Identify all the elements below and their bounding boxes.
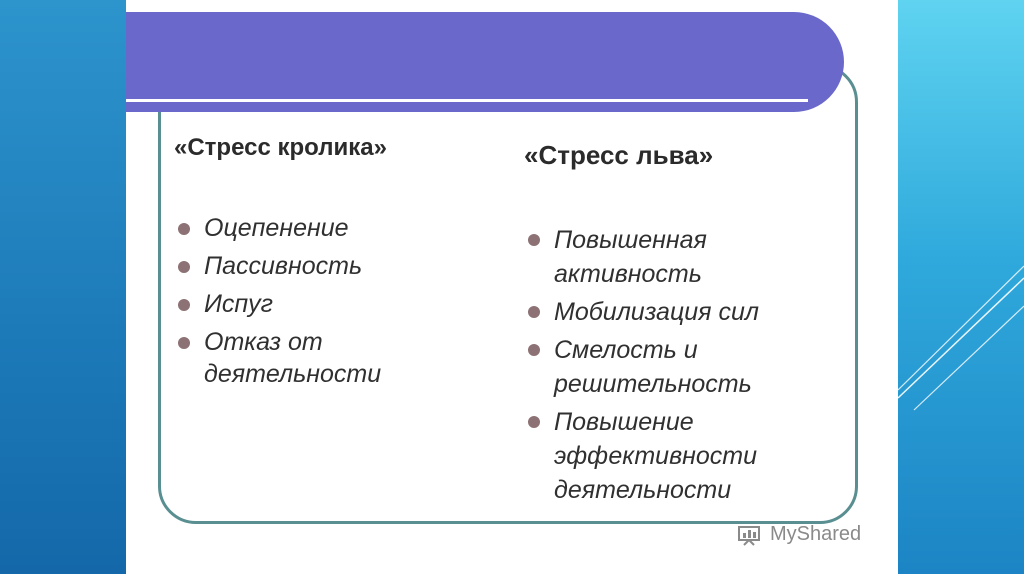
list-item [174, 288, 494, 320]
list-item [174, 250, 494, 282]
list-item [524, 223, 854, 291]
list-item [174, 326, 494, 390]
bullet-icon [178, 261, 190, 273]
banner-underline [126, 99, 808, 102]
bullet-icon [528, 416, 540, 428]
lion-stress-list [524, 223, 854, 507]
bullet-icon [528, 344, 540, 356]
rabbit-stress-title: «Стресс кролика» [174, 134, 387, 161]
list-item-text: Оцепенение [204, 214, 349, 242]
bullet-icon [178, 223, 190, 235]
slide [126, 0, 898, 574]
myshared-logo-icon [738, 524, 764, 546]
myshared-watermark[interactable] [738, 523, 861, 546]
rabbit-stress-column [174, 134, 494, 396]
bullet-icon [178, 337, 190, 349]
watermark-text: MyShared [770, 523, 862, 545]
list-item-text: Мобилизация сил [554, 298, 759, 326]
list-item [524, 333, 854, 401]
list-item [174, 212, 494, 244]
list-item-text: Отказ от деятельности [204, 328, 382, 388]
list-item-text: Испуг [204, 290, 273, 318]
list-item [524, 295, 854, 329]
left-background-panel [0, 0, 126, 574]
list-item-text: Повышенная активность [554, 226, 707, 288]
list-item-text: Повышение эффективности деятельности [554, 408, 758, 504]
list-item-text: Смелость и решительность [554, 336, 752, 398]
bullet-icon [528, 234, 540, 246]
bullet-icon [528, 306, 540, 318]
bullet-icon [178, 299, 190, 311]
lion-stress-title: «Стресс льва» [524, 140, 714, 170]
list-item-text: Пассивность [204, 252, 363, 280]
list-item [524, 405, 854, 507]
lion-stress-column [524, 140, 854, 511]
rabbit-stress-list [174, 212, 494, 390]
title-banner [126, 12, 844, 112]
right-background-panel [898, 0, 1024, 574]
decorative-lines-icon [898, 0, 1024, 574]
